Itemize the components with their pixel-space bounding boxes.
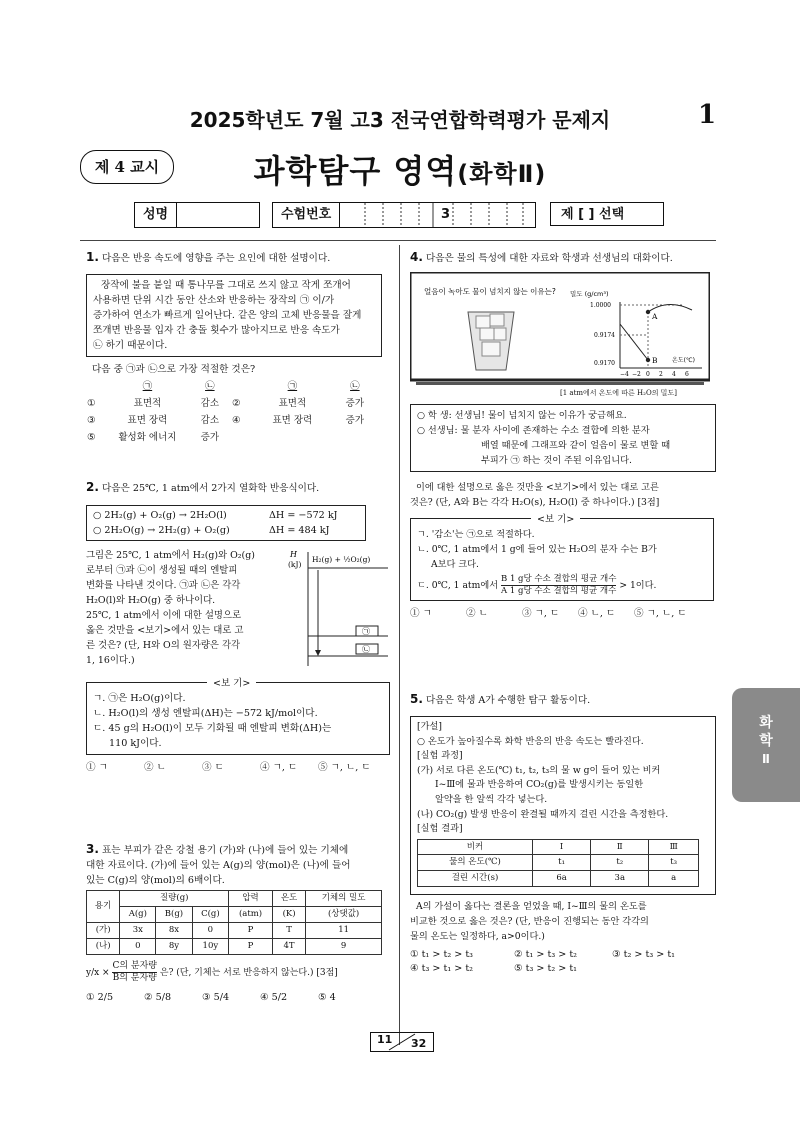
side-tab-char: 학 bbox=[759, 733, 773, 749]
q5-cell: 걸린 시간(s) bbox=[418, 870, 533, 886]
q5-ask-line: 비교한 것으로 옳은 것은? (단, 반응이 진행되는 동안 각각의 bbox=[410, 915, 649, 927]
q3-th: (상댓값) bbox=[306, 907, 382, 923]
q4-xtick: 6 bbox=[685, 371, 689, 378]
q5-proc-line: (나) CO₂(g) 발생 반응이 완결될 때까지 걸린 시간을 측정한다. bbox=[417, 808, 669, 820]
name-field[interactable] bbox=[134, 202, 260, 228]
q1-hdr-2: ㉠ bbox=[287, 381, 298, 392]
q5-cell: Ⅰ bbox=[533, 839, 591, 855]
side-tab-char: Ⅱ bbox=[762, 752, 770, 766]
q1-line-4: ㉡ 하기 때문이다. bbox=[93, 340, 168, 351]
q3-cell: 9 bbox=[306, 939, 382, 955]
q2-desc-line: H₂O(l)와 H₂O(g) 중 하나이다. bbox=[86, 595, 216, 606]
q2-stem: 다음은 25℃, 1 atm에서 2가지 열화학 반응식이다. bbox=[101, 483, 320, 494]
q2-enthalpy-diagram bbox=[288, 548, 392, 674]
q1-line-2: 증가하여 연소가 빠르게 일어난다. 같은 양의 고체 반응물을 잘게 bbox=[93, 310, 362, 321]
q4-xtick: −2 bbox=[632, 371, 641, 378]
q4-xtick: 0 bbox=[646, 371, 650, 378]
q2-number: 2. bbox=[86, 480, 99, 494]
option-1[interactable]: ① bbox=[87, 398, 96, 409]
q1-choice-row[interactable] bbox=[86, 395, 376, 412]
q5-cell: t₁ bbox=[533, 855, 591, 871]
q2-diag-axis: H bbox=[290, 550, 297, 559]
elective-field[interactable]: 제 [ ] 선택 bbox=[550, 202, 664, 226]
q1-hdr-3: ㉡ bbox=[350, 381, 360, 392]
q2-description bbox=[86, 548, 286, 668]
q3-th: 압력 bbox=[229, 891, 273, 907]
exam-number-label: 수험번호 bbox=[273, 203, 340, 227]
q3-fraction bbox=[112, 961, 157, 984]
option-1[interactable]: ① ㄱ bbox=[410, 608, 432, 619]
q3-th: 기체의 밀도 bbox=[306, 891, 382, 907]
page-counter bbox=[370, 1032, 434, 1052]
choice-cell: 표면적 bbox=[133, 398, 162, 409]
q4-bogi-item: ㄱ. '감소'는 ㉠으로 적절하다. bbox=[417, 529, 535, 540]
q5-ask-line: 물의 온도는 일정하다, a>0이다.) bbox=[410, 930, 545, 942]
q2-bogi-item: 110 kJ이다. bbox=[109, 738, 162, 749]
choice-cell: 증가 bbox=[345, 415, 364, 426]
choice-cell: 감소 bbox=[200, 398, 219, 409]
q2-equations-box bbox=[86, 505, 366, 541]
q5-cell: 비커 bbox=[418, 839, 533, 855]
q3-th: (K) bbox=[272, 907, 305, 923]
q3-th: 용기 bbox=[87, 891, 120, 923]
q5-cell: Ⅱ bbox=[591, 839, 649, 855]
q2-eq2: ○ 2H₂O(g) → 2H₂(g) + O₂(g) bbox=[93, 525, 230, 536]
q3-th: A(g) bbox=[120, 907, 156, 923]
exam-number-field[interactable] bbox=[272, 202, 536, 228]
table-row bbox=[418, 839, 699, 855]
q3-cell: (가) bbox=[87, 923, 120, 939]
q3-cell: (나) bbox=[87, 939, 120, 955]
q2-bogi-item: ㄷ. 45 g의 H₂O(l)이 모두 기화될 때 엔탈피 변화(ΔH)는 bbox=[93, 723, 332, 734]
header-divider bbox=[80, 240, 716, 241]
q3-number: 3. bbox=[86, 842, 99, 856]
q3-th: (atm) bbox=[229, 907, 273, 923]
q4-frac-den: A 1 g당 수소 결합의 평균 개수 bbox=[501, 586, 617, 596]
q5-cell: 3a bbox=[591, 870, 649, 886]
q1-passage-box bbox=[86, 274, 382, 357]
period-badge: 제 4 교시 bbox=[80, 150, 174, 184]
q3-frac-num: C의 분자량 bbox=[112, 961, 157, 971]
q3-stem-line: 표는 부피가 같은 강철 용기 (가)와 (나)에 들어 있는 기체에 bbox=[101, 845, 349, 856]
q3-cell: P bbox=[229, 923, 273, 939]
q2-diag-label-b: ㉡ bbox=[362, 645, 370, 654]
q4-options bbox=[410, 606, 716, 621]
q2-bogi-title: <보 기> bbox=[207, 676, 256, 691]
q1-choices bbox=[86, 378, 376, 446]
option-4[interactable]: ④ t₃ > t₁ > t₂ bbox=[410, 962, 474, 974]
q2-desc-line: 1, 16이다.) bbox=[86, 655, 135, 666]
option-3[interactable]: ③ 5/4 bbox=[202, 992, 230, 1003]
subject-side-tab bbox=[732, 688, 800, 802]
option-5[interactable]: ⑤ bbox=[87, 432, 96, 443]
q2-eq1-h: ΔH = −572 kJ bbox=[269, 510, 338, 521]
q2-diag-arrowhead bbox=[315, 650, 321, 656]
q3-cell: 0 bbox=[192, 923, 229, 939]
q5-cell: t₃ bbox=[649, 855, 699, 871]
subject-title bbox=[0, 146, 800, 192]
option-3[interactable]: ③ ㄱ, ㄷ bbox=[522, 608, 560, 619]
q4-bogi-c-post: > 1이다. bbox=[619, 580, 657, 591]
subject-sub: (화학Ⅱ) bbox=[457, 160, 547, 188]
choice-cell: 감소 bbox=[200, 415, 219, 426]
q3-ask-pre: y/x × bbox=[86, 968, 113, 978]
q4-ask-line: 것은? (단, A와 B는 각각 H₂O(s), H₂O(l) 중 하나이다.) [3점] bbox=[410, 497, 660, 508]
name-label: 성명 bbox=[135, 203, 177, 227]
option-1[interactable]: ① ㄱ bbox=[86, 762, 108, 773]
option-4[interactable]: ④ 5/2 bbox=[260, 992, 288, 1003]
option-2[interactable]: ② 5/8 bbox=[144, 992, 172, 1003]
q4-fraction bbox=[501, 574, 616, 597]
q4-graph-xlabel: 온도(℃) bbox=[672, 357, 696, 364]
q1-line-1: 사용하면 단위 시간 동안 산소와 반응하는 장작의 ㉠ 이/가 bbox=[93, 295, 335, 306]
option-5[interactable]: ⑤ t₃ > t₂ > t₁ bbox=[514, 962, 578, 974]
q5-cell: a bbox=[649, 870, 699, 886]
q2-desc-line: 옳은 것만을 <보기>에서 있는 대로 고 bbox=[86, 625, 244, 636]
q4-dialog-line: 부피가 ㉠ 하는 것이 주된 이유입니다. bbox=[481, 455, 632, 466]
q4-label-a: A bbox=[652, 312, 658, 321]
q5-ask bbox=[410, 899, 716, 944]
ice-glass-icon bbox=[468, 312, 514, 370]
table-row bbox=[87, 939, 382, 955]
q2-desc-line: 25℃, 1 atm에서 이에 대한 설명으로 bbox=[86, 610, 242, 621]
q5-table bbox=[417, 839, 699, 887]
q4-dialog-line: ○ 학 생: 선생님! 물이 넘치지 않는 이유가 궁금해요. bbox=[417, 410, 627, 421]
q4-graph-caption: [1 atm에서 온도에 따른 H₂O의 밀도] bbox=[560, 389, 677, 397]
q4-point-a bbox=[646, 310, 650, 314]
side-tab-char: 화 bbox=[759, 715, 773, 731]
option-2[interactable]: ② ㄴ bbox=[466, 608, 488, 619]
q2-diag-label-a: ㉠ bbox=[362, 627, 370, 636]
q3-stem-line: 대한 자료이다. (가)에 들어 있는 A(g)의 양(mol)은 (나)에 들어 bbox=[86, 860, 351, 871]
q4-bogi-item: A보다 크다. bbox=[431, 559, 479, 570]
option-2[interactable]: ② bbox=[231, 398, 241, 409]
q2-desc-line: 른 것은? (단, H와 O의 원자량은 각각 bbox=[86, 640, 241, 651]
q5-options bbox=[410, 948, 716, 976]
q4-stem: 다음은 물의 특성에 대한 자료와 학생과 선생님의 대화이다. bbox=[425, 253, 673, 264]
page-number: 1 bbox=[698, 100, 717, 130]
q4-bogi-title: <보 기> bbox=[531, 512, 580, 527]
option-1[interactable]: ① 2/5 bbox=[86, 992, 114, 1003]
question-2 bbox=[86, 480, 392, 775]
q5-number: 5. bbox=[410, 692, 423, 706]
q3-table bbox=[86, 890, 382, 955]
q5-stem: 다음은 학생 A가 수행한 탐구 활동이다. bbox=[425, 695, 591, 706]
option-5[interactable]: ⑤ ㄱ, ㄴ, ㄷ bbox=[318, 762, 371, 773]
q1-choice-row[interactable] bbox=[86, 429, 376, 446]
q2-diag-top: H₂(g) + ½O₂(g) bbox=[312, 555, 371, 564]
q2-bogi-item: ㄱ. ㉠은 H₂O(g)이다. bbox=[93, 693, 186, 704]
option-3[interactable]: ③ t₂ > t₃ > t₁ bbox=[612, 948, 676, 960]
info-bar bbox=[134, 202, 666, 228]
question-1 bbox=[86, 250, 390, 446]
table-row bbox=[418, 870, 699, 886]
option-5[interactable]: ⑤ ㄱ, ㄴ, ㄷ bbox=[634, 608, 687, 619]
question-5 bbox=[410, 692, 716, 976]
choice-cell: 증가 bbox=[200, 432, 219, 443]
q2-options bbox=[86, 760, 392, 775]
table-row bbox=[87, 923, 382, 939]
table-row bbox=[418, 855, 699, 871]
q4-bogi-c-pre: ㄷ. 0℃, 1 atm에서 bbox=[417, 580, 499, 591]
subject-main: 과학탐구 영역 bbox=[253, 152, 458, 190]
q5-hyp: ○ 온도가 높아질수록 화학 반응의 반응 속도는 빨라진다. bbox=[417, 735, 644, 747]
q4-graph-ylabel: 밀도 (g/cm³) bbox=[570, 290, 609, 298]
q4-bogi-item: ㄴ. 0℃, 1 atm에서 1 g에 들어 있는 H₂O의 분자 수는 B가 bbox=[417, 544, 657, 555]
q4-graph-y1: 1.0000 bbox=[590, 302, 611, 309]
q3-cell: T bbox=[272, 923, 305, 939]
q5-proc-line: (가) 서로 다른 온도(℃) t₁, t₂, t₃의 물 w g이 들어 있는 비커 bbox=[417, 764, 661, 776]
q3-th: 질량(g) bbox=[120, 891, 229, 907]
q2-diag-unit: (kJ) bbox=[288, 560, 302, 569]
exam-digit-grid bbox=[353, 203, 533, 227]
q3-cell: 11 bbox=[306, 923, 382, 939]
choice-cell: 활성화 에너지 bbox=[118, 432, 177, 443]
q2-bogi-item: ㄴ. H₂O(l)의 생성 엔탈피(ΔH)는 −572 kJ/mol이다. bbox=[93, 708, 318, 719]
q4-xtick: 2 bbox=[659, 371, 663, 378]
q5-cell: Ⅲ bbox=[649, 839, 699, 855]
choice-cell: 표면적 bbox=[278, 398, 307, 409]
q4-graph-y3: 0.9170 bbox=[594, 360, 615, 367]
q4-dialog-line: ○ 선생님: 물 분자 사이에 존재하는 수소 결합에 의한 분자 bbox=[417, 425, 650, 436]
q4-board bbox=[410, 272, 710, 397]
q1-choice-row[interactable] bbox=[86, 412, 376, 429]
option-3[interactable]: ③ ㄷ bbox=[202, 762, 224, 773]
q5-proc-title: [실험 과정] bbox=[417, 750, 463, 762]
q4-xtick: 4 bbox=[672, 371, 676, 378]
q4-bogi-box bbox=[410, 514, 714, 601]
q2-bogi-box bbox=[86, 678, 390, 755]
q5-cell: 6a bbox=[533, 870, 591, 886]
q4-dialog-box bbox=[410, 404, 716, 472]
option-4[interactable]: ④ bbox=[231, 415, 241, 426]
q4-ask-line: 이에 대한 설명으로 옳은 것만을 <보기>에서 있는 대로 고른 bbox=[416, 482, 659, 493]
q5-experiment-box bbox=[410, 716, 716, 895]
q5-proc-line: 알약을 한 알씩 각각 넣는다. bbox=[435, 793, 548, 805]
option-1[interactable]: ① t₁ > t₂ > t₃ bbox=[410, 948, 474, 960]
q3-cell: 8x bbox=[156, 923, 192, 939]
q3-th: 온도 bbox=[272, 891, 305, 907]
q1-line-0: 장작에 불을 붙일 때 통나무를 그대로 쓰지 않고 작게 쪼개어 bbox=[101, 280, 351, 291]
q5-cell: 물의 온도(℃) bbox=[418, 855, 533, 871]
option-3[interactable]: ③ bbox=[87, 415, 96, 426]
q3-ask bbox=[86, 961, 392, 984]
q3-th: C(g) bbox=[192, 907, 229, 923]
q2-desc-line: 변화를 나타낸 것이다. ㉠과 ㉡은 각각 bbox=[86, 580, 241, 591]
q4-frac-num: B 1 g당 수소 결합의 평균 개수 bbox=[501, 574, 617, 584]
option-4[interactable]: ④ ㄱ, ㄷ bbox=[260, 762, 298, 773]
q4-board-ledge bbox=[416, 382, 704, 385]
q1-number: 1. bbox=[86, 250, 99, 264]
q3-cell: 3x bbox=[120, 923, 156, 939]
question-3 bbox=[86, 842, 392, 1005]
q5-res-title: [실험 결과] bbox=[417, 823, 463, 835]
q3-options bbox=[86, 990, 392, 1005]
option-2[interactable]: ② t₁ > t₃ > t₂ bbox=[514, 948, 578, 960]
q3-cell: 4T bbox=[272, 939, 305, 955]
exam-digit: 3 bbox=[441, 207, 451, 222]
q4-point-b bbox=[646, 358, 650, 362]
question-4 bbox=[410, 250, 716, 621]
q4-board-figure bbox=[410, 272, 710, 386]
q4-dialog-line: 배열 때문에 그래프와 같이 얼음이 물로 변할 때 bbox=[481, 440, 671, 451]
q3-cell: P bbox=[229, 939, 273, 955]
page-header-title: 2025학년도 7월 고3 전국연합학력평가 문제지 bbox=[189, 108, 611, 132]
q4-board-text: 얼음이 녹아도 물이 넘치지 않는 이유는? bbox=[424, 287, 556, 296]
q3-stem-line: 있는 C(g)의 양(mol)의 6배이다. bbox=[86, 875, 225, 886]
q3-frac-den: B의 분자량 bbox=[112, 973, 157, 983]
q5-cell: t₂ bbox=[591, 855, 649, 871]
q5-hyp-title: [가설] bbox=[417, 721, 442, 732]
q1-stem: 다음은 반응 속도에 영향을 주는 요인에 대한 설명이다. bbox=[101, 253, 331, 264]
q4-label-b: B bbox=[652, 356, 658, 365]
q4-bogi-item-c bbox=[417, 574, 707, 597]
column-divider bbox=[399, 245, 400, 1045]
q1-ask: 다음 중 ㉠과 ㉡으로 가장 적절한 것은? bbox=[92, 364, 256, 375]
choice-cell: 증가 bbox=[345, 398, 364, 409]
q3-ask-post: 은? (단, 기체는 서로 반응하지 않는다.) [3점] bbox=[159, 968, 338, 978]
q1-hdr-1: ㉡ bbox=[205, 381, 215, 392]
q1-line-3: 쪼개면 반응물 입자 간 충돌 횟수가 많아지므로 반응 속도가 bbox=[93, 325, 340, 336]
q1-hdr-0: ㉠ bbox=[142, 381, 153, 392]
q4-graph-y2: 0.9174 bbox=[594, 332, 615, 339]
q4-ask bbox=[410, 480, 716, 510]
q3-cell: 10y bbox=[192, 939, 229, 955]
option-2[interactable]: ② ㄴ bbox=[144, 762, 166, 773]
q3-th: B(g) bbox=[156, 907, 192, 923]
choice-cell: 표면 장력 bbox=[272, 415, 313, 426]
q5-proc-line: Ⅰ~Ⅲ에 물과 반응하여 CO₂(g)를 발생시키는 동일한 bbox=[435, 779, 644, 791]
option-5[interactable]: ⑤ 4 bbox=[318, 992, 336, 1003]
q2-eq2-h: ΔH = 484 kJ bbox=[269, 525, 330, 536]
choice-cell: 표면 장력 bbox=[127, 415, 168, 426]
option-4[interactable]: ④ ㄴ, ㄷ bbox=[578, 608, 616, 619]
page-counter-current: 11 bbox=[377, 1033, 393, 1046]
q2-eq1: ○ 2H₂(g) + O₂(g) → 2H₂O(l) bbox=[93, 510, 227, 521]
q3-cell: 0 bbox=[120, 939, 156, 955]
q4-xtick: −4 bbox=[620, 371, 629, 378]
q5-ask-line: A의 가설이 옳다는 결론을 얻었을 때, Ⅰ~Ⅲ의 물의 온도를 bbox=[416, 900, 647, 912]
q3-cell: 8y bbox=[156, 939, 192, 955]
q2-desc-line: 그림은 25℃, 1 atm에서 H₂(g)와 O₂(g) bbox=[86, 550, 255, 561]
page-counter-total: 32 bbox=[411, 1037, 427, 1050]
q4-number: 4. bbox=[410, 250, 423, 264]
q2-desc-line: 로부터 ㉠과 ㉡이 생성될 때의 엔탈피 bbox=[86, 565, 238, 576]
